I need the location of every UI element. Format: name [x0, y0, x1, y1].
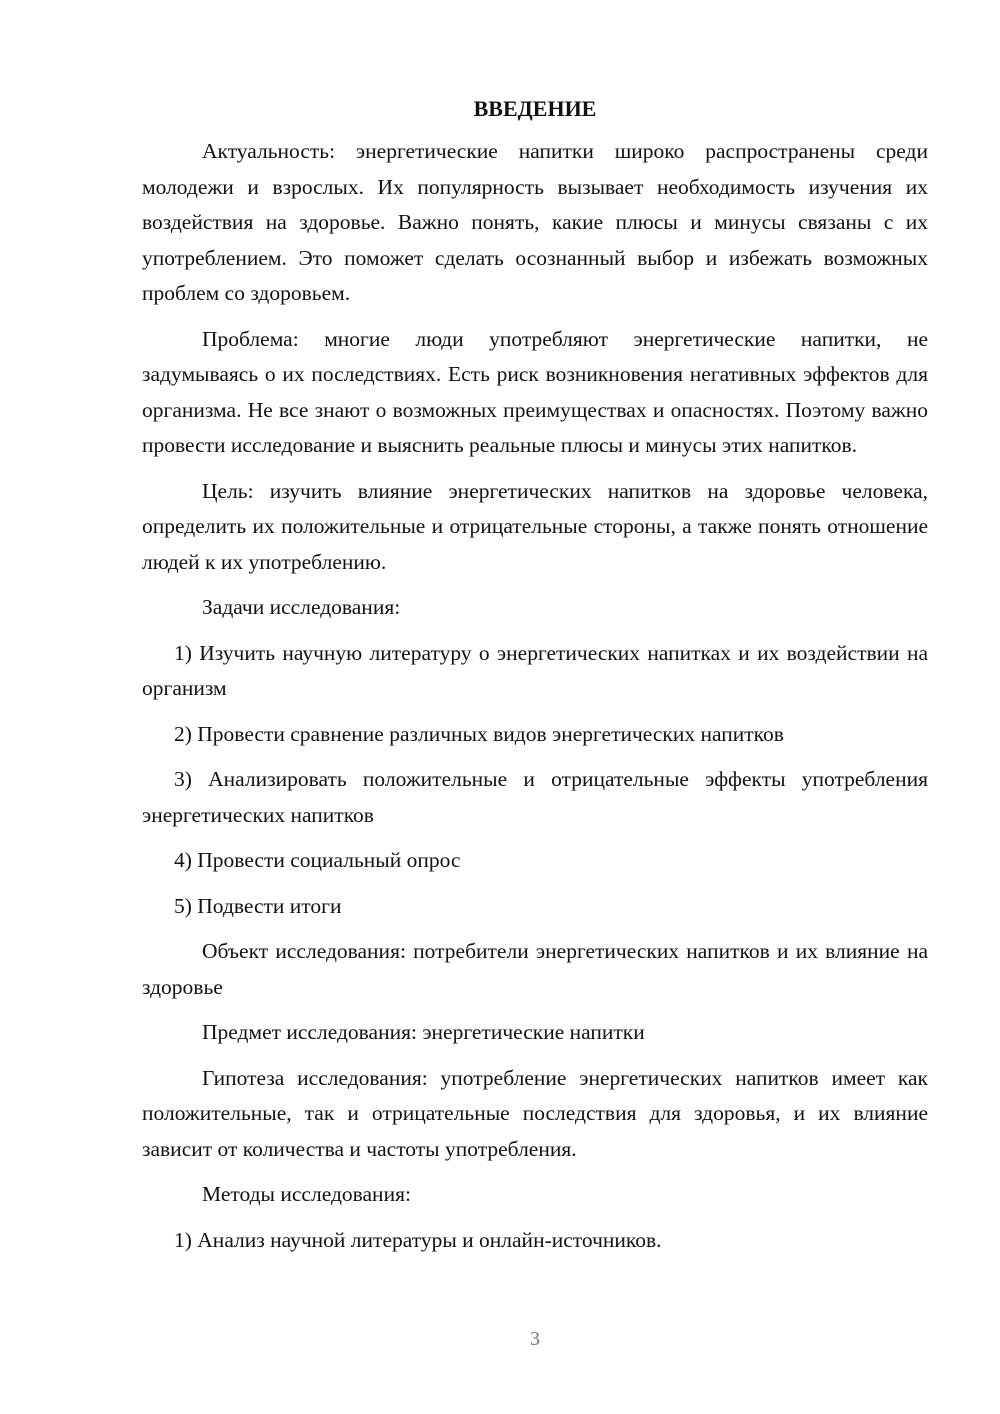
paragraph-problem: Проблема: многие люди употребляют энергетические напитки, не задумываясь о их последствиях. Есть риск возникновения негативных эффектов для организма. Не все знают о возможных преимуществах и опасностях. Поэтому важно провести исследование и выяснить реальные плюсы и минусы этих напитков.	[142, 326, 928, 457]
paragraph-relevance: Актуальность: энергетические напитки широко распространены среди молодежи и взрослых. Их популярность вызывает необходимость изучения их воздействия на здоровье. Важно понять, какие плюсы и минусы связаны с их употреблением. Это поможет сделать осознанный выбор и избежать возможных проблем со здоровьем.	[142, 139, 928, 305]
task-item-2: 2) Провести сравнение различных видов энергетических напитков	[174, 721, 784, 746]
document-page	[142, 92, 928, 1268]
paragraph-goal: Цель: изучить влияние энергетических напитков на здоровье человека, определить их положительные и отрицательные стороны, а также понять отношение людей к их употреблению.	[142, 478, 928, 574]
document-title: ВВЕДЕНИЕ	[473, 96, 597, 121]
task-item-4: 4) Провести социальный опрос	[174, 848, 461, 872]
paragraph-hypothesis: Гипотеза исследования: употребление энергетических напитков имеет как положительные, так и отрицательные последствия для здоровья, и их влияние зависит от количества и частоты употребления.	[142, 1065, 928, 1161]
page-number: 3	[530, 1328, 540, 1350]
tasks-heading: Задачи исследования:	[202, 595, 401, 619]
method-item-1: 1) Анализ научной литературы и онлайн-источников.	[174, 1227, 662, 1252]
paragraph-object: Объект исследования: потребители энергетических напитков и их влияние на здоровье	[142, 939, 928, 999]
task-item-1: 1) Изучить научную литературу о энергетических напитках и их воздействии на организм	[142, 640, 928, 700]
task-item-3: 3) Анализировать положительные и отрицательные эффекты употребления энергетических напитков	[142, 767, 928, 827]
methods-heading: Методы исследования:	[202, 1182, 411, 1206]
task-item-5: 5) Подвести итоги	[174, 893, 342, 918]
paragraph-subject: Предмет исследования: энергетические напитки	[202, 1020, 645, 1044]
